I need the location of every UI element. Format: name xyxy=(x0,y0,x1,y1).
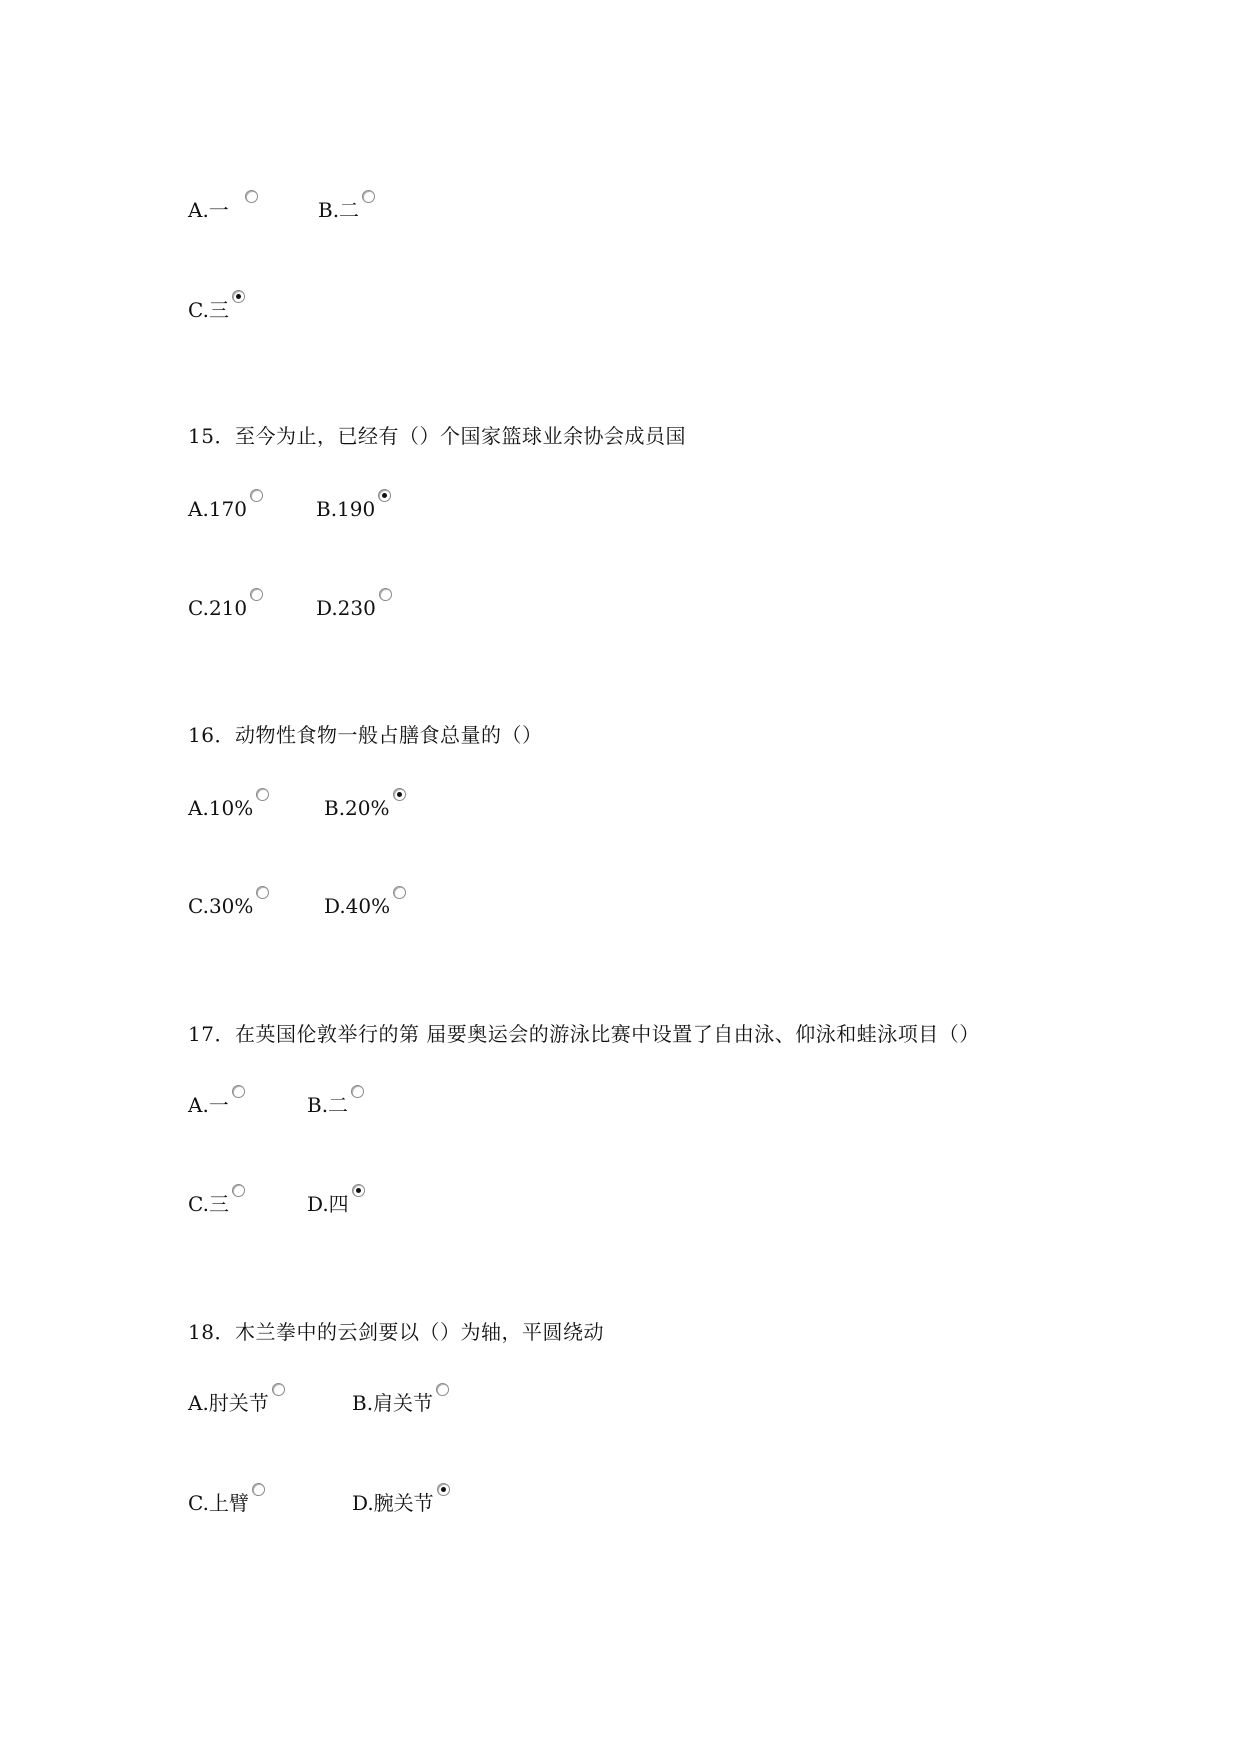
option-label: D.腕关节 xyxy=(352,1491,434,1515)
option-label: D.40% xyxy=(324,894,391,918)
option-label: D.230 xyxy=(316,596,376,620)
q18-option-b[interactable] xyxy=(352,1383,449,1415)
radio-button[interactable] xyxy=(351,1085,364,1098)
q14-option-b[interactable] xyxy=(318,190,375,222)
radio-button[interactable] xyxy=(256,788,269,801)
q18-title: 18．木兰拳中的云剑要以（）为轴，平圆绕动 xyxy=(188,1320,604,1344)
radio-button[interactable] xyxy=(393,788,406,801)
radio-button[interactable] xyxy=(352,1184,365,1197)
q18-option-c[interactable] xyxy=(188,1483,265,1515)
radio-button[interactable] xyxy=(437,1483,450,1496)
q15-option-d[interactable] xyxy=(316,588,392,620)
option-label: B.190 xyxy=(316,497,376,521)
option-label: A.170 xyxy=(188,497,247,521)
q15-title: 15．至今为止，已经有（）个国家篮球业余协会成员国 xyxy=(188,424,686,448)
q15-option-b[interactable] xyxy=(316,489,391,521)
option-label: B.二 xyxy=(318,198,360,222)
option-label: B.20% xyxy=(324,796,390,820)
radio-button[interactable] xyxy=(232,1184,245,1197)
q18-option-d[interactable] xyxy=(352,1483,450,1515)
radio-button[interactable] xyxy=(378,489,391,502)
q17-title: 17．在英国伦敦举行的第 届要奥运会的游泳比赛中设置了自由泳、仰泳和蛙泳项目（） xyxy=(188,1022,980,1046)
radio-button[interactable] xyxy=(232,290,245,303)
q16-option-c[interactable] xyxy=(188,886,269,918)
option-label: A.10% xyxy=(188,796,254,820)
option-label: A.一 xyxy=(188,198,229,222)
option-label: C.30% xyxy=(188,894,254,918)
q17-option-c[interactable] xyxy=(188,1184,245,1216)
radio-button[interactable] xyxy=(252,1483,265,1496)
q15-option-a[interactable] xyxy=(188,489,263,521)
q14-option-c[interactable] xyxy=(188,290,245,322)
radio-button[interactable] xyxy=(232,1085,245,1098)
radio-button[interactable] xyxy=(436,1383,449,1396)
radio-button[interactable] xyxy=(250,489,263,502)
q17-option-b[interactable] xyxy=(307,1085,364,1117)
option-label: A.肘关节 xyxy=(188,1391,269,1415)
q16-option-b[interactable] xyxy=(324,788,406,820)
q16-option-d[interactable] xyxy=(324,886,406,918)
radio-button[interactable] xyxy=(256,886,269,899)
q17-option-d[interactable] xyxy=(307,1184,365,1216)
radio-button[interactable] xyxy=(272,1383,285,1396)
radio-button[interactable] xyxy=(362,190,375,203)
option-label: B.二 xyxy=(307,1093,349,1117)
q15-option-c[interactable] xyxy=(188,588,263,620)
radio-button[interactable] xyxy=(379,588,392,601)
option-label: C.三 xyxy=(188,298,229,322)
option-label: C.上臂 xyxy=(188,1491,249,1515)
q16-title: 16．动物性食物一般占膳食总量的（） xyxy=(188,723,543,747)
q16-option-a[interactable] xyxy=(188,788,269,820)
q17-option-a[interactable] xyxy=(188,1085,245,1117)
option-label: B.肩关节 xyxy=(352,1391,434,1415)
option-label: C.210 xyxy=(188,596,248,620)
option-label: C.三 xyxy=(188,1192,229,1216)
radio-button[interactable] xyxy=(245,190,258,203)
q18-option-a[interactable] xyxy=(188,1383,285,1415)
option-label: D.四 xyxy=(307,1192,349,1216)
radio-button[interactable] xyxy=(393,886,406,899)
radio-button[interactable] xyxy=(250,588,263,601)
option-label: A.一 xyxy=(188,1093,229,1117)
q14-option-a[interactable] xyxy=(188,190,258,222)
